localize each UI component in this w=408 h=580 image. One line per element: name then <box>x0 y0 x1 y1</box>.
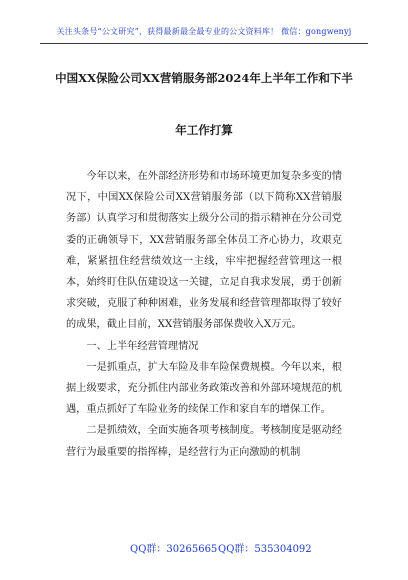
document-body <box>66 166 342 463</box>
footer-qq-group-1: QQ群：30265665 <box>130 544 218 555</box>
section-heading: 一、上半年经营管理情况 <box>86 340 199 352</box>
paragraph-point-2: 二是抓绩效，全面实施各项考核制度。考核制度是驱动经营行为最重要的指挥棒，是经营行为正向激励的机制 <box>66 425 342 458</box>
header-divider <box>40 43 368 44</box>
paragraph-point-1: 一是抓重点，扩大车险及非车险保费规模。今年以来，根据上级要求，充分抓住内部业务政策改善和外部环境规范的机遇，重点抓好了车险业务的续保工作和家自车的增保工作。 <box>66 361 342 416</box>
footer-qq-group-2: QQ群：535304092 <box>218 544 312 555</box>
paragraph-intro: 今年以来，在外部经济形势和市场环境更加复杂多变的情况下，中国XX保险公司XX营销服务部（以下简称XX营销服务部）认真学习和贯彻落实上级分公司的指示精神在分公司党委的正确领导下，XX营销服务部全体员工齐心协力，攻艰克难，紧紧扭住经营绩效这一主线，牢牢把握经营管理这一根本，始终盯住队伍建设这一关键，立足自我求发展，勇于创新求突破，克服了种种困难，业务发展和经营管理都取得了较好的成果，截止目前，XX营销服务部保费收入X万元。 <box>66 171 342 331</box>
header-note: 关注头条号“公文研究”，获得最新最全最专业的公文资料库！ 微信：gongwenyj <box>56 27 352 36</box>
document-title-line-2: 年工作打算 <box>175 123 233 137</box>
document-title-line-1: 中国XX保险公司XX营销服务部2024年上半年工作和下半 <box>55 71 353 85</box>
